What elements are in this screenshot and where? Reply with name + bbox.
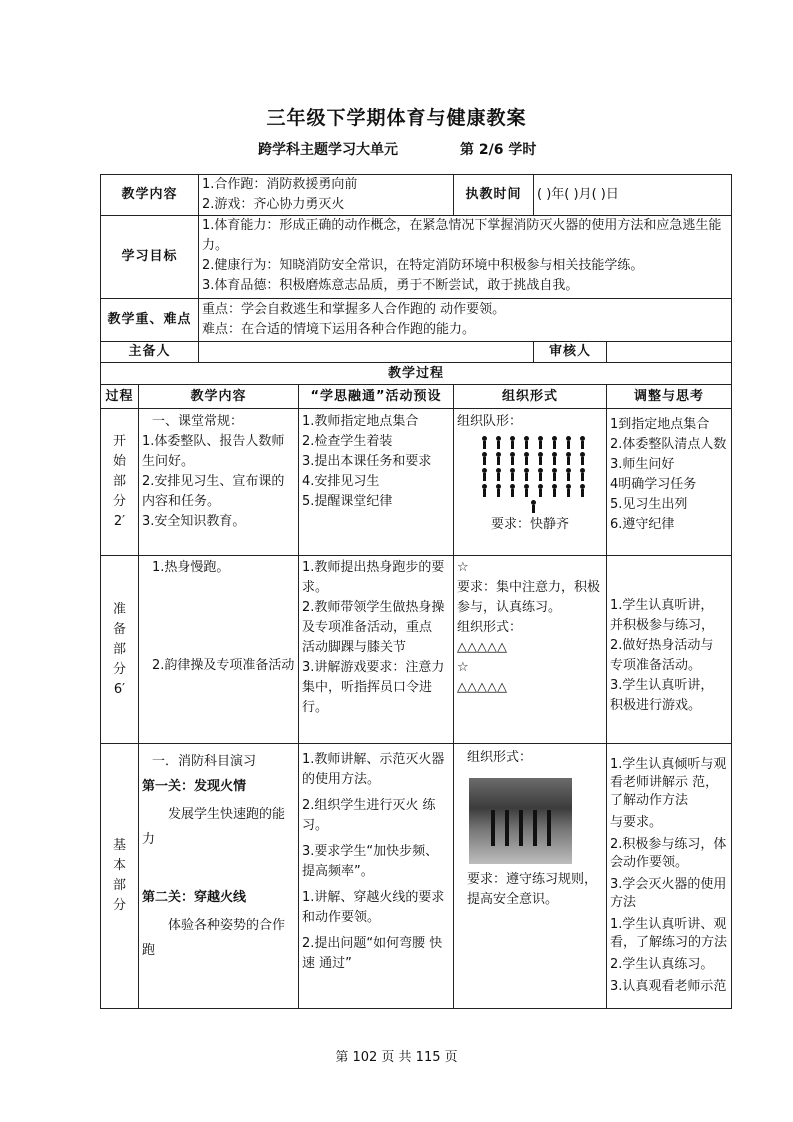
basic-activity: 1.教师讲解、示范灭火器的使用方法。 2.组织学生进行灭火 练 习。 3.要求学生“加快步频、提高频率”。 1.讲解、穿越火线的要求和动作要领。 2.提出问题“如何弯腰 快速 通过” [299, 744, 454, 1009]
difficult-point: 难点：在合适的情境下运用各种合作跑的能力。 [202, 322, 476, 337]
goal-item: 2.健康行为：知晓消防安全常识，在特定消防环境中积极参与相关技能学练。 [202, 258, 644, 273]
star-icon: ☆ [457, 660, 469, 675]
prep-section-row [101, 556, 732, 744]
content-row [101, 175, 732, 216]
goal-item: 1.体育能力：形成正确的动作概念，在紧急情况下掌握消防灭火器的使用方法和应急逃生能力。 [202, 218, 722, 253]
start-section-row [101, 409, 732, 556]
preparer-value [199, 342, 534, 363]
org-requirement: 要求：快静齐 [491, 517, 570, 532]
key-points-cell [199, 299, 732, 342]
start-reflect: 1到指定地点集合 2.体委整队清点人数 3.师生问好 4明确学习任务 5.见习生出列 6.遵守纪律 [607, 409, 732, 556]
col-activity: “学思融通”活动预设 [299, 385, 454, 409]
prep-content: 1.热身慢跑。 2.韵律操及专项准备活动 [139, 556, 299, 744]
start-content: 一、课堂常规： 1.体委整队、报告人数师生问好。 2.安排见习生、宣布课的内容和任务。 3.安全知识教育。 [139, 409, 299, 556]
content-item-1: 1.合作跑：消防救援勇向前 [202, 177, 358, 192]
basic-organization: 组织形式： 要求：遵守练习规则，提高安全意识。 [454, 744, 607, 1009]
start-phase: 开 始 部 分 2′ [101, 409, 139, 556]
prep-organization: ☆ 要求：集中注意力，积极参与，认真练习。 组织形式： △△△△△ ☆ △△△△△ [454, 556, 607, 744]
unit-title: 跨学科主题学习大单元 [258, 142, 398, 158]
date-value: ( )年( )月( )日 [534, 175, 732, 216]
basic-content: 一．消防科目演习 第一关：发现火情 发展学生快速跑的能力 第二关：穿越火线 体验各种姿势的合作跑 [139, 744, 299, 1009]
prep-activity: 1.教师提出热身跑步的要求。 2.教师带领学生做热身操及专项准备活动，重点 活动脚踝与膝关节 3.讲解游戏要求：注意力 集中，听指挥员口令进行。 [299, 556, 454, 744]
star-icon: ☆ [457, 560, 469, 575]
key-points-label: 教学重、难点 [101, 299, 199, 342]
reviewer-value [607, 342, 732, 363]
start-activity: 1.教师指定地点集合 2.检查学生着装 3.提出本课任务和要求 4.安排见习生 5.提醒课堂纪律 [299, 409, 454, 556]
page-title: 三年级下学期体育与健康教案 [266, 107, 527, 129]
prep-reflect: 1.学生认真听讲， 并积极参与练习， 2.做好热身活动与 专项准备活动。 3.学生认真听讲， 积极进行游戏。 [607, 556, 732, 744]
goals-cell [199, 216, 732, 299]
key-points-row [101, 299, 732, 342]
lesson-number: 第 2/6 学时 [460, 142, 537, 158]
formation-figures [463, 436, 603, 513]
content-label: 教学内容 [101, 175, 199, 216]
goal-item: 3.体育品德：积极磨炼意志品质，勇于不断尝试，敢于挑战自我。 [202, 278, 579, 293]
col-org: 组织形式 [454, 385, 607, 409]
page-footer: 第 102 页 共 115 页 [335, 1050, 458, 1065]
process-header-row [101, 385, 732, 409]
col-content: 教学内容 [139, 385, 299, 409]
col-reflect: 调整与思考 [607, 385, 732, 409]
lesson-plan-table [100, 174, 732, 1009]
col-phase: 过程 [101, 385, 139, 409]
content-cell [199, 175, 454, 216]
authors-row [101, 342, 732, 363]
prep-phase: 准 备 部 分 6′ [101, 556, 139, 744]
basic-reflect: 1.学生认真倾听与观看老师讲解示 范，了解动作方法 与要求。 2.积极参与练习，体会动作要领。 3.学会灭火器的使用方法 1.学生认真听讲、观看，了解练习的方法 2.学生认真练习。 3.认真观看老师示范 [607, 744, 732, 1009]
content-item-2: 2.游戏：齐心协力勇灭火 [202, 197, 345, 212]
practice-photo [469, 778, 572, 864]
process-title-row [101, 363, 732, 385]
start-organization [454, 409, 607, 556]
preparer-label: 主备人 [101, 342, 199, 363]
org-label: 组织队形： [457, 414, 523, 429]
goals-row [101, 216, 732, 299]
triangle-row: △△△△△ [457, 680, 508, 695]
basic-phase: 基 本 部 分 [101, 744, 139, 1009]
goals-label: 学习目标 [101, 216, 199, 299]
reviewer-label: 审核人 [534, 342, 607, 363]
triangle-row: △△△△△ [457, 640, 508, 655]
date-label: 执教时间 [454, 175, 534, 216]
key-point: 重点：学会自救逃生和掌握多人合作跑的 动作要领。 [202, 302, 506, 317]
process-title: 教学过程 [101, 363, 732, 385]
basic-section-row [101, 744, 732, 1009]
